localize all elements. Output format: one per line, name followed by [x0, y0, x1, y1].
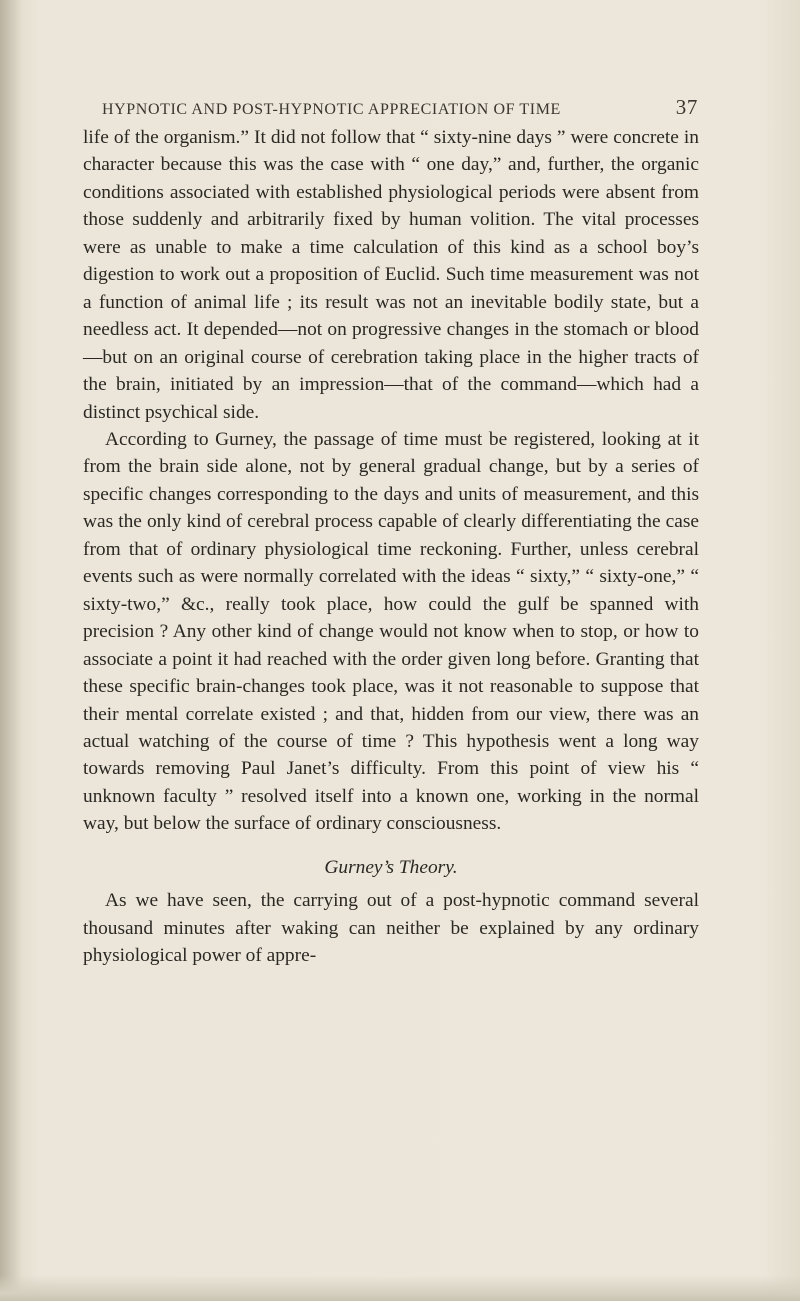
running-head: [102, 95, 698, 120]
paragraph: life of the organism.” It did not follow that “ sixty-nine days ” were concrete in character because this was the case with “ one day,” and, further, the organic conditions associated with established physiological periods were absent from those suddenly and arbitrarily fixed by human volition. The vital processes were as unable to make a time calculation of this kind as a school boy’s digestion to work out a proposition of Euclid. Such time measurement was not a function of animal life ; its result was not an inevitable bodily state, but a needless act. It depended—not on progressive changes in the stomach or blood—but on an original course of cerebration taking place in the higher tracts of the brain, initiated by an impression—that of the command—which had a distinct psychical side.: [83, 127, 699, 423]
paragraph: As we have seen, the carrying out of a post-hypnotic command several thousand minutes after waking can neither be explained by any ordinary physiological power of appre-: [83, 890, 699, 967]
page-number: 37: [675, 95, 698, 119]
spine-shadow: [0, 0, 22, 1301]
paragraph: According to Gurney, the passage of time must be registered, looking at it from the brain side alone, not by general gradual change, but by a series of specific changes corresponding to the days and units of measurement, and this was the only kind of cerebral process capable of clearly differentiating the case from that of ordinary physiological time reckoning. Further, unless cerebral events such as were normally correlated with the ideas “ sixty,” “ sixty-one,” “ sixty-two,” &c., really took place, how could the gulf be spanned with precision ? Any other kind of change would not know when to stop, or how to associate a point it had reached with the order given long before. Granting that these specific brain-changes took place, was it not reasonable to suppose that their mental correlate existed ; and that, hidden from our view, there was an actual watching of the course of time ? This hypothesis went a long way towards removing Paul Janet’s difficulty. From this point of view his “ unknown faculty ” resolved itself into a known one, working in the normal way, but below the surface of ordinary consciousness.: [83, 428, 699, 835]
body-text: [83, 124, 699, 970]
section-heading: Gurney’s Theory.: [324, 856, 458, 878]
page-bottom-edge: [0, 1275, 800, 1301]
running-head-title: HYPNOTIC AND POST-HYPNOTIC APPRECIATION OF TIME: [102, 101, 561, 118]
